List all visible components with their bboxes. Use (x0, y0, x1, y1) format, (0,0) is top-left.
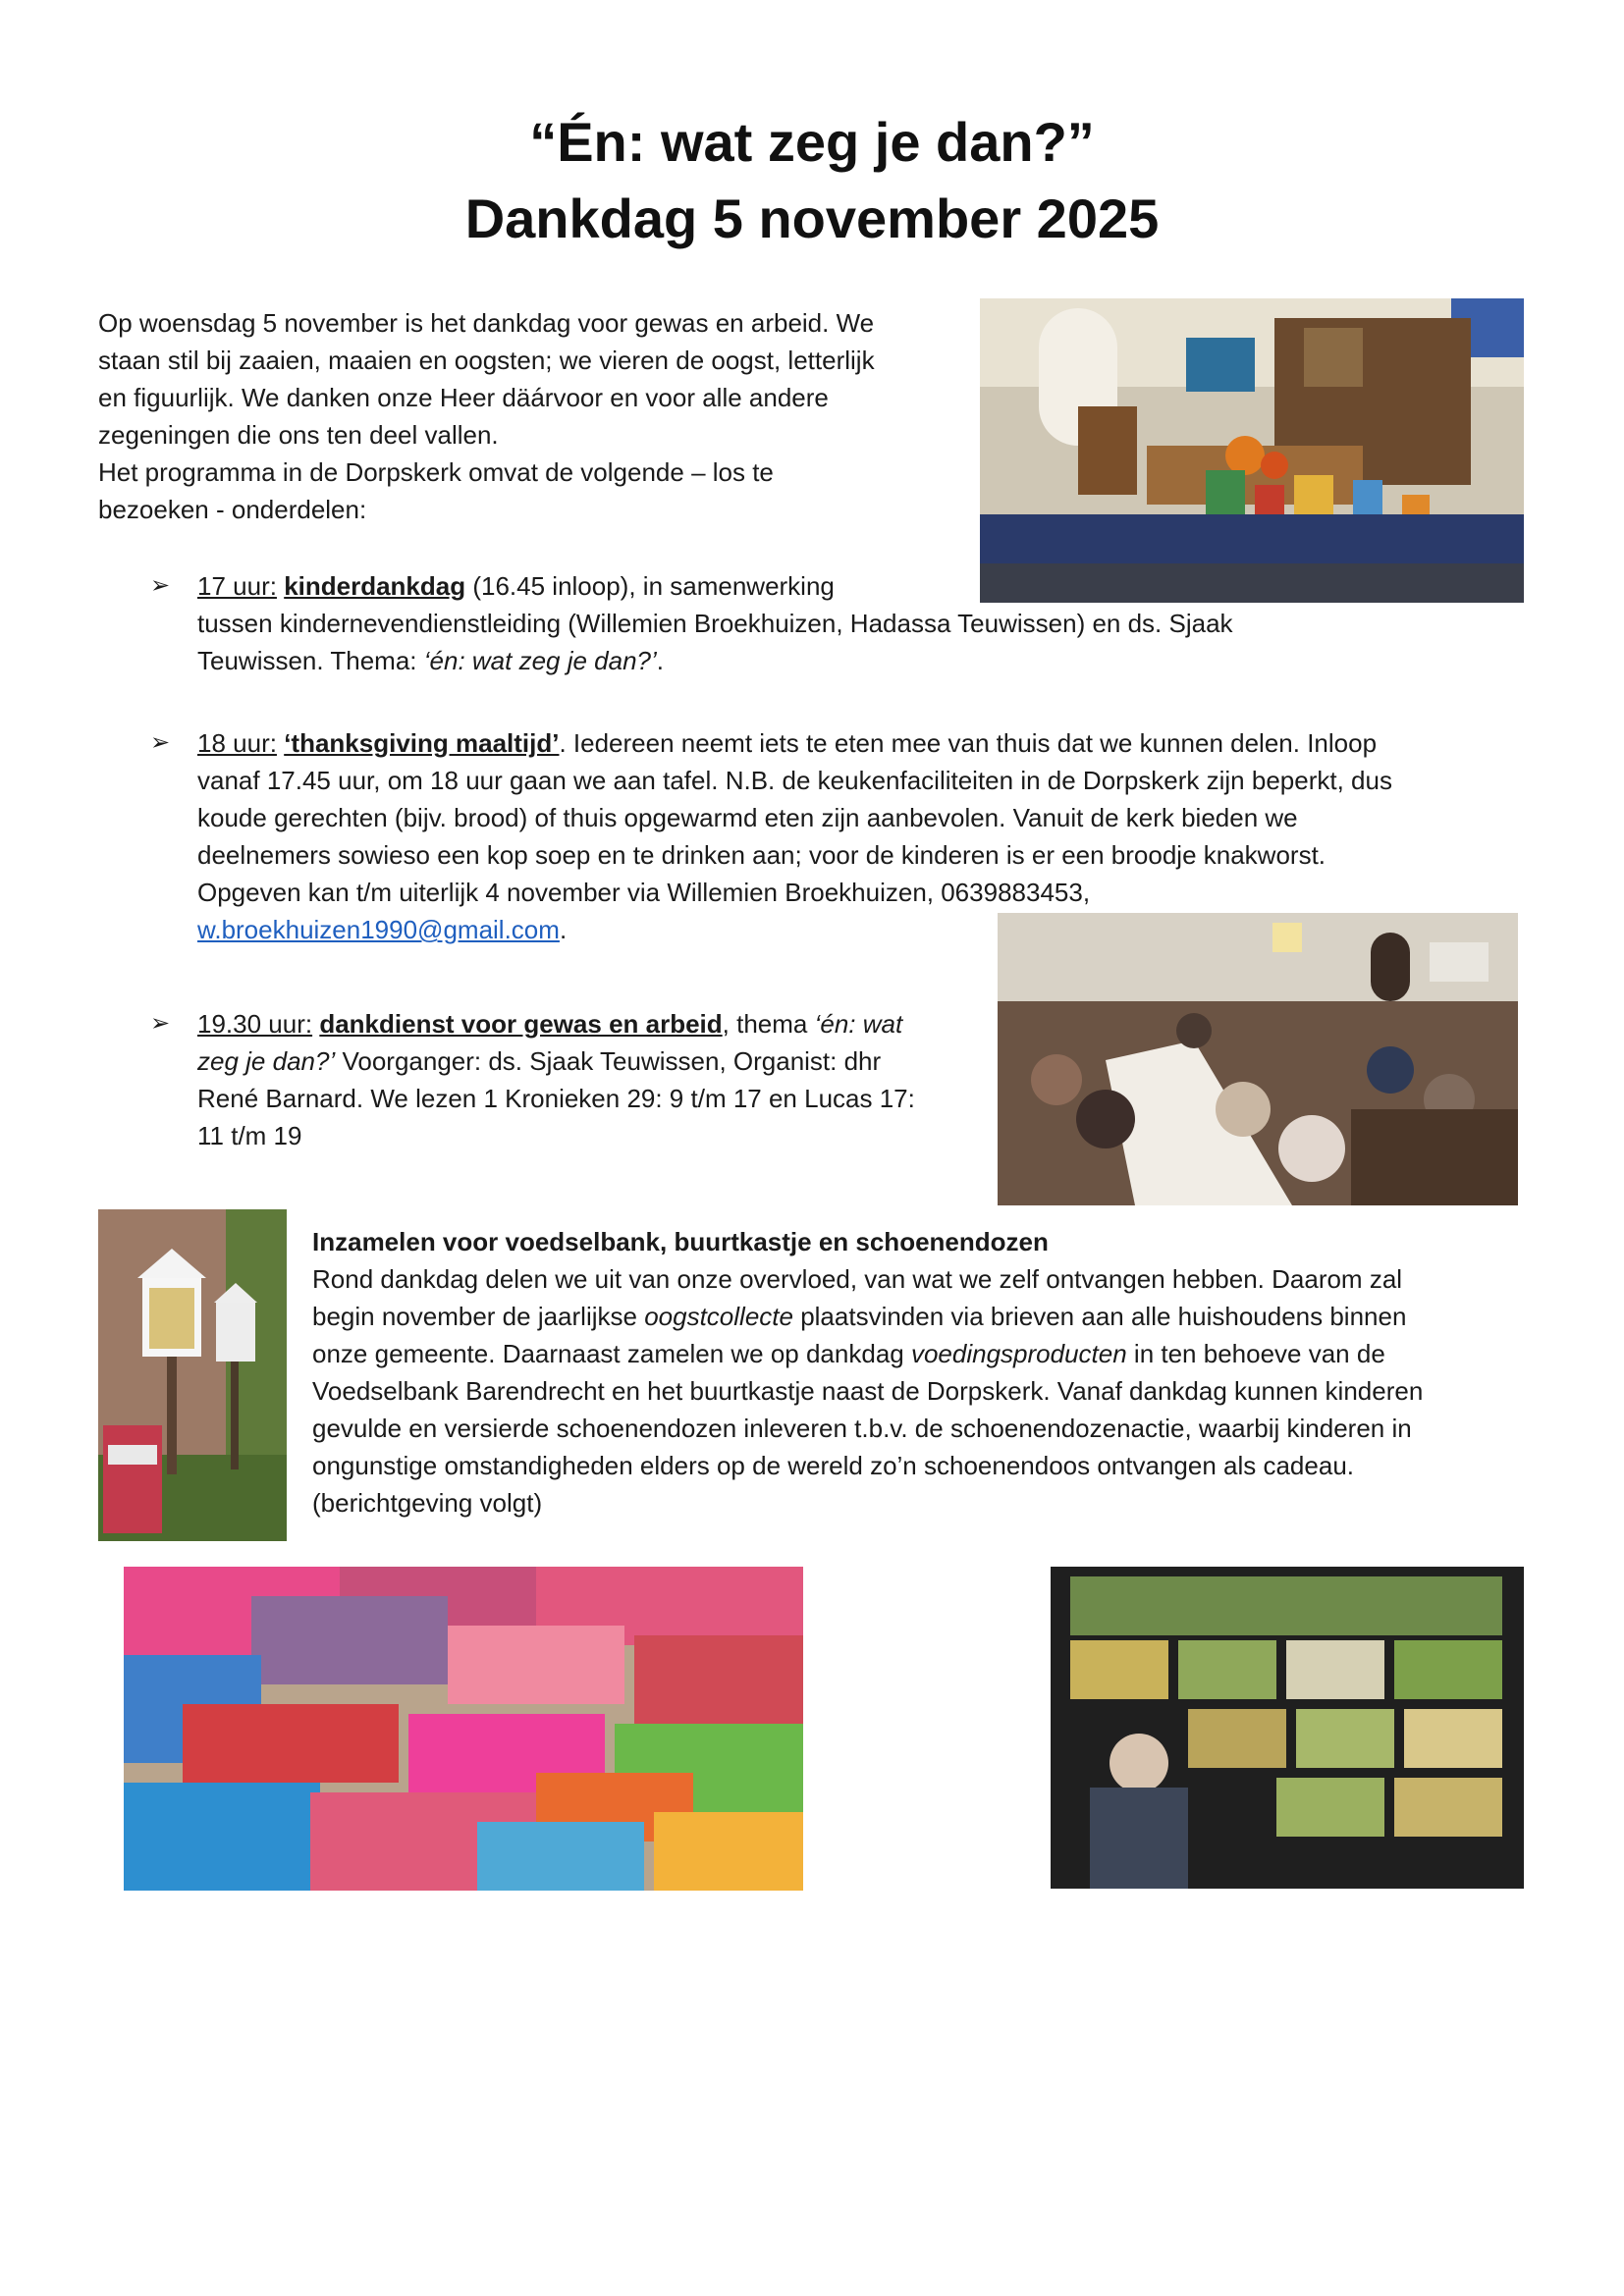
collection-line: onze gemeente. Daarnaast zamelen we op dankdag (312, 1339, 911, 1368)
program-theme: ‘én: wat zeg je dan?’ (423, 646, 657, 675)
program-time: 18 uur: (197, 728, 277, 758)
program-text: tussen kindernevendienstleiding (Willemien Broekhuizen, Hadassa Teuwissen) en ds. Sjaak (197, 609, 1233, 638)
program-text: 11 t/m 19 (197, 1121, 302, 1150)
collection-line: Voedselbank Barendrecht en het buurtkastje naast de Dorpskerk. Vanaf dankdag kunnen kinderen (312, 1376, 1424, 1406)
intro-line: Op woensdag 5 november is het dankdag voor gewas en arbeid. We (98, 308, 875, 338)
collection-line: begin november de jaarlijkse (312, 1302, 645, 1331)
page-title: “Én: wat zeg je dan?” (529, 111, 1095, 173)
intro-paragraph (98, 304, 962, 528)
program-theme: ‘én: wat (814, 1009, 903, 1039)
program-time: 19.30 uur: (197, 1009, 313, 1039)
bullet-arrow-icon: ➢ (150, 1010, 171, 1037)
intro-line: en figuurlijk. We danken onze Heer däárvoor en voor alle andere (98, 383, 829, 412)
program-time: 17 uur: (197, 571, 277, 601)
intro-line: Het programma in de Dorpskerk omvat de volgende – los te (98, 457, 774, 487)
collection-emphasis: voedingsproducten (910, 1339, 1127, 1368)
collection-section (312, 1223, 1540, 1522)
food-bank-photo (1051, 1567, 1524, 1889)
program-item-dankdienst (150, 1005, 995, 1154)
thanksgiving-meal-photo (998, 913, 1518, 1205)
program-text: René Barnard. We lezen 1 Kronieken 29: 9 t/m 17 en Lucas 17: (197, 1084, 915, 1113)
collection-line: ongunstige omstandigheden elders op de wereld zo’n schoenendoos ontvangen als cadeau. (312, 1451, 1354, 1480)
program-text: Opgeven kan t/m uiterlijk 4 november via Willemien Broekhuizen, 0639883453, (197, 878, 1091, 907)
intro-line: zegeningen die ons ten deel vallen. (98, 420, 499, 450)
program-text: . (656, 646, 665, 675)
intro-line: staan stil bij zaaien, maaien en oogsten; we vieren de oogst, letterlijk (98, 346, 875, 375)
program-theme: zeg je dan?’ (197, 1046, 336, 1076)
email-link[interactable]: w.broekhuizen1990@gmail.com (197, 915, 560, 944)
program-name: dankdienst voor gewas en arbeid (319, 1009, 723, 1039)
collection-line: Rond dankdag delen we uit van onze overvloed, van wat we zelf ontvangen hebben. Daarom zal (312, 1264, 1403, 1294)
program-text: , thema (722, 1009, 815, 1039)
program-text: vanaf 17.45 uur, om 18 uur gaan we aan tafel. N.B. de keukenfaciliteiten in de Dorpskerk zijn beperkt, dus (197, 766, 1392, 795)
shoeboxes-photo (124, 1567, 803, 1891)
program-text: Teuwissen. Thema: (197, 646, 424, 675)
bullet-arrow-icon: ➢ (150, 572, 171, 599)
program-item-kinderdankdag-body (197, 605, 1474, 679)
program-text: Voorganger: ds. Sjaak Teuwissen, Organist: dhr (335, 1046, 882, 1076)
collection-line: in ten behoeve van de (1126, 1339, 1385, 1368)
program-text: . (559, 915, 568, 944)
program-text: (16.45 inloop), in samenwerking (465, 571, 835, 601)
program-name: kinderdankdag (284, 571, 466, 601)
collection-line: plaatsvinden via brieven aan alle huishoudens binnen (792, 1302, 1407, 1331)
collection-line: (berichtgeving volgt) (312, 1488, 543, 1518)
bullet-arrow-icon: ➢ (150, 729, 171, 756)
collection-line: gevulde en versierde schoenendozen inleveren t.b.v. de schoenendozenactie, waarbij kinderen in (312, 1414, 1412, 1443)
intro-line: bezoeken - onderdelen: (98, 495, 367, 524)
buurtkastje-photo (98, 1209, 287, 1541)
collection-emphasis: oogstcollecte (644, 1302, 793, 1331)
collection-heading: Inzamelen voor voedselbank, buurtkastje en schoenendozen (312, 1227, 1049, 1256)
program-text: . Iedereen neemt iets te eten mee van thuis dat we kunnen delen. Inloop (559, 728, 1378, 758)
program-text: koude gerechten (bijv. brood) of thuis opgewarmd eten zijn aanbevolen. Vanuit de kerk bieden we (197, 803, 1298, 832)
program-item-kinderdankdag (150, 567, 995, 605)
page-subtitle: Dankdag 5 november 2025 (464, 187, 1160, 249)
program-text: deelnemers sowieso een kop soep en te drinken aan; voor de kinderen is er een broodje knakworst. (197, 840, 1326, 870)
program-name: ‘thanksgiving maaltijd’ (284, 728, 560, 758)
church-harvest-photo (980, 298, 1524, 603)
